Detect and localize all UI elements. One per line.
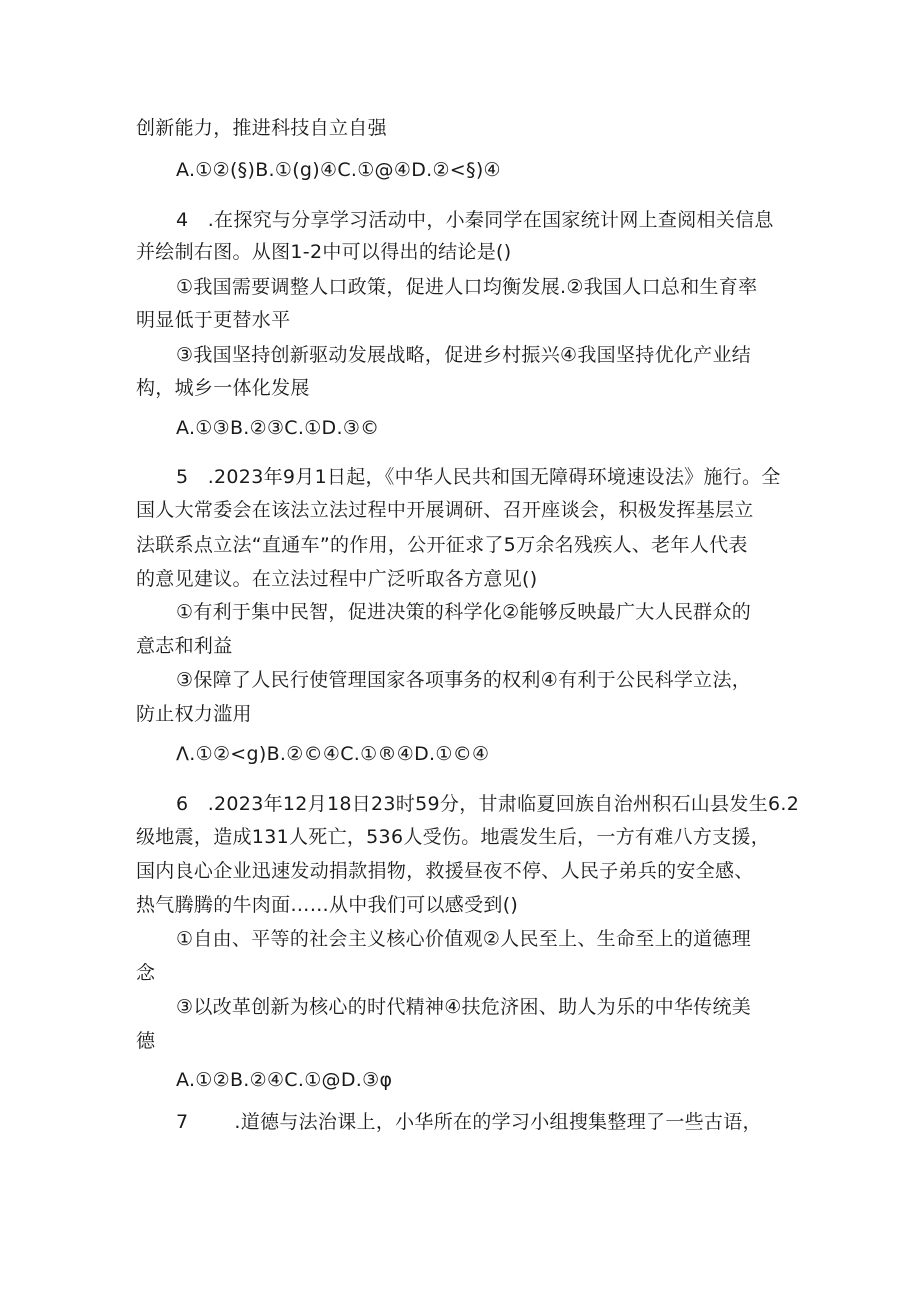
text-line: ③保障了人民行使管理国家各项事务的权利④有利于公民科学立法， xyxy=(176,669,752,691)
question-5-line-2: 国人大常委会在该法立法过程中开展调研、召开座谈会，积极发挥基层立 xyxy=(136,499,754,521)
text-line: ③我国坚持创新驱动发展战略，促进乡村振兴④我国坚持优化产业结 xyxy=(176,344,752,366)
text-line: 创新能力，推进科技自立自强 xyxy=(136,117,387,139)
question-6-line-4: 热气腾腾的牛肉面……从中我们可以感受到() xyxy=(136,894,519,916)
question-number: 7 xyxy=(176,1111,189,1133)
text-line: 意志和利益 xyxy=(136,635,233,657)
question-6-line-1: 6 .2023年12月18日23时59分，甘肃临夏回族自治州积石山县发生6.2 xyxy=(176,793,800,815)
question-5-line-4: 的意见建议。在立法过程中广泛听取各方意见() xyxy=(136,568,538,590)
answer-options-q4: A.①③B.②③C.①D.③© xyxy=(176,417,380,439)
text-line: 防止权力滥用 xyxy=(136,703,252,725)
answer-options-q3: A.①②(§)B.①(g)④C.①@④D.②<§)④ xyxy=(176,159,501,181)
text-line: ①有利于集中民智，促进决策的科学化②能够反映最广大人民群众的 xyxy=(176,601,752,623)
text-line: 念 xyxy=(136,962,156,984)
question-6-line-2: 级地震，造成131人死亡，536人受伤。地震发生后，一方有难八方支援， xyxy=(136,826,771,848)
question-text: .道德与法治课上，小华所在的学习小组搜集整理了一些古语， xyxy=(234,1111,762,1133)
text-line: 明显低于更替水平 xyxy=(136,309,291,331)
question-7-line-1 xyxy=(176,1110,762,1134)
question-5-line-1: 5 .2023年9月1日起，《中华人民共和国无障碍环境速设法》施行。全 xyxy=(176,466,781,488)
text-line: ③以改革创新为核心的时代精神④扶危济困、助人为乐的中华传统美 xyxy=(176,996,752,1018)
text-line: 构，城乡一体化发展 xyxy=(136,377,310,399)
text-line: ①自由、平等的社会主义核心价值观②人民至上、生命至上的道德理 xyxy=(176,928,752,950)
question-5-line-3: 法联系点立法“直通车”的作用，公开征求了5万余名残疾人、老年人代表 xyxy=(136,534,748,556)
text-line: ①我国需要调整人口政策，促进人口均衡发展.②我国人口总和生育率 xyxy=(176,276,758,298)
answer-options-q6: A.①②B.②④C.①@D.③φ xyxy=(176,1069,393,1091)
answer-options-q5: Λ.①②<g)B.②©④C.①®④D.①©④ xyxy=(176,743,490,765)
question-6-line-3: 国内良心企业迅速发动捐款捐物，救援昼夜不停、人民子弟兵的安全感、 xyxy=(136,860,754,882)
question-4-line-2: 并绘制右图。从图1-2中可以得出的结论是() xyxy=(136,241,512,263)
question-4-line-1: 4 .在探究与分享学习活动中，小秦同学在国家统计网上查阅相关信息 xyxy=(176,209,774,231)
text-line: 德 xyxy=(136,1030,156,1052)
